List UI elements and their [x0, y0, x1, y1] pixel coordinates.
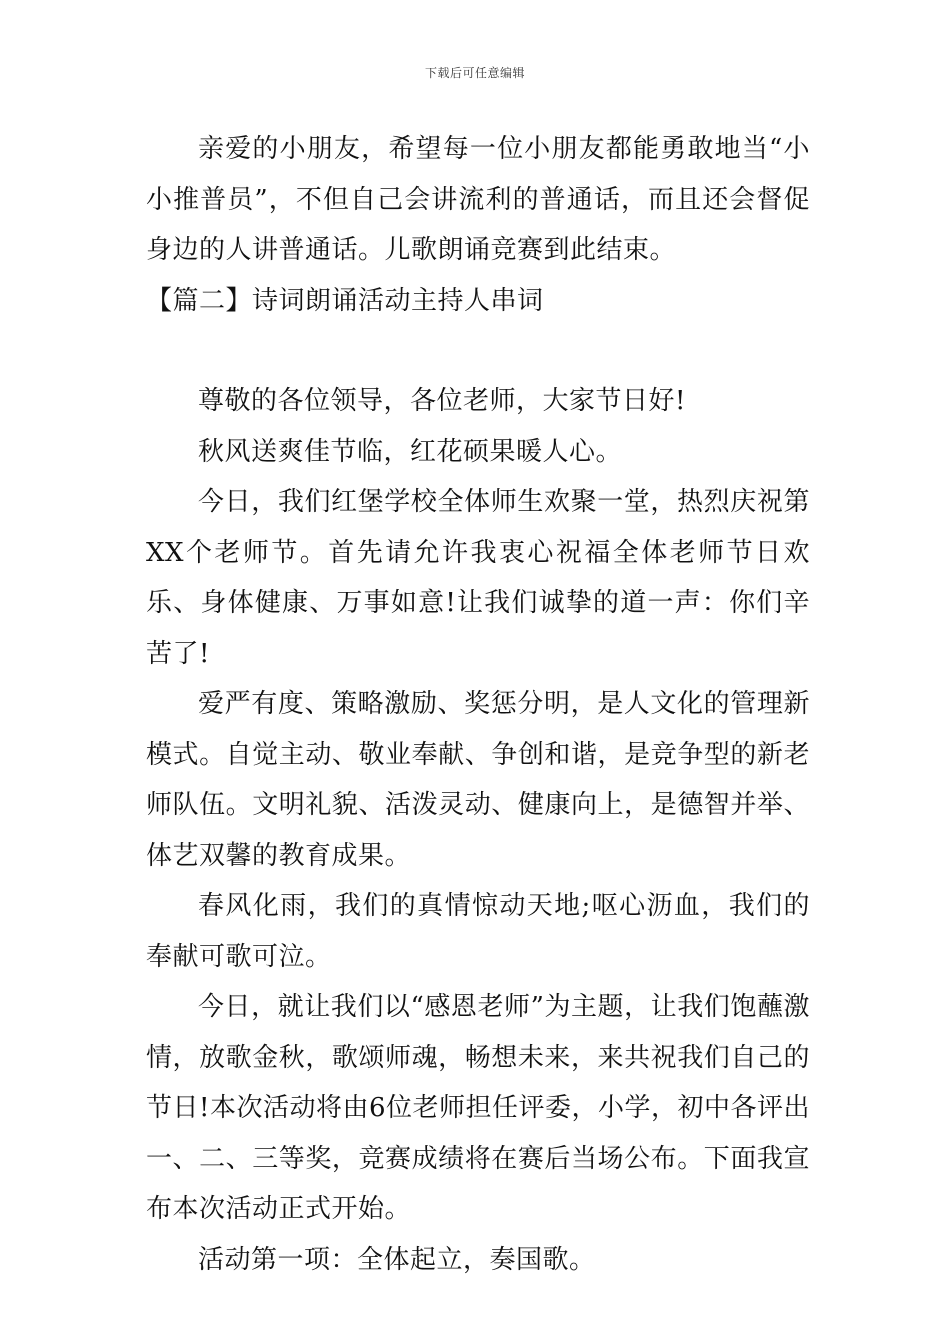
blank-line — [146, 326, 810, 376]
page-header: 下载后可任意编辑 — [424, 66, 525, 80]
paragraph: 秋风送爽佳节临，红花硕果暖人心。 — [198, 436, 623, 467]
paragraph: 尊敬的各位领导，各位老师，大家节日好! — [198, 386, 686, 416]
paragraph: 春风化雨，我们的真情惊动天地;呕心沥血，我们的奉献可歌可泣。 — [146, 891, 810, 972]
paragraph: 爱严有度、策略激励、奖惩分明，是人文化的管理新模式。自觉主动、敬业奉献、争创和谐，是竞争型的新老师队伍。文明礼貌、活泼灵动、健康向上，是德智并举、体艺双馨的教育成果。 — [146, 689, 810, 871]
section-heading: 【篇二】诗词朗诵活动主持人串词 — [146, 285, 544, 316]
paragraph: 今日，我们红堡学校全体师生欢聚一堂，热烈庆祝第XX个老师节。首先请允许我衷心祝福全体老师节日欢乐、身体健康、万事如意!让我们诚挚的道一声：你们辛苦了! — [146, 487, 810, 669]
paragraph: 活动第一项：全体起立，奏国歌。 — [198, 1244, 596, 1275]
paragraph: 今日，就让我们以“感恩老师”为主题，让我们饱蘸激情，放歌金秋，歌颂师魂，畅想未来，来共祝我们自己的节日!本次活动将由6位老师担任评委，小学，初中各评出一、二、三等奖，竞赛成绩将在赛后当场公布。下面我宣布本次活动正式开始。 — [146, 992, 810, 1224]
paragraph: 亲爱的小朋友，希望每一位小朋友都能勇敢地当“小小推普员”，不但自己会讲流利的普通话，而且还会督促身边的人讲普通话。儿歌朗诵竞赛到此结束。 — [146, 134, 810, 265]
document-body — [146, 124, 810, 1285]
